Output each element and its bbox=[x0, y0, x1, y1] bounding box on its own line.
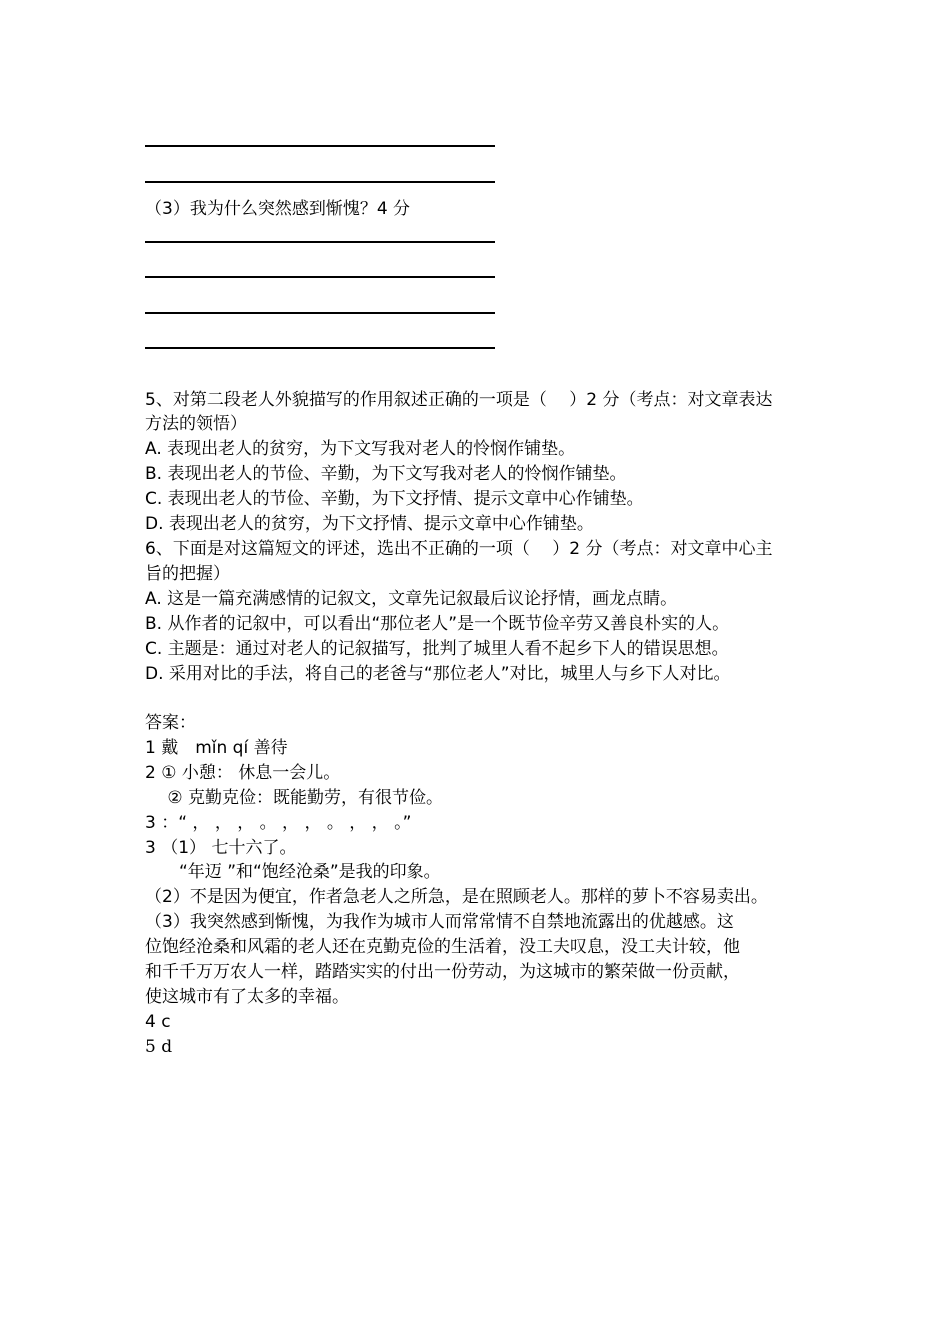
question-5-option-b: B. 表现出老人的节俭、辛勤，为下文写我对老人的怜悯作铺垫。 bbox=[145, 464, 627, 484]
question-6-option-b: B. 从作者的记叙中，可以看出“那位老人”是一个既节俭辛劳又善良朴实的人。 bbox=[145, 614, 730, 634]
question-3-prompt: （3）我为什么突然感到惭愧？4 分 bbox=[145, 199, 411, 219]
answer-blank-line bbox=[145, 276, 495, 278]
answer-blank-line bbox=[145, 347, 495, 349]
answer-line: 使这城市有了太多的幸福。 bbox=[145, 987, 349, 1007]
answer-line: ② 克勤克俭：既能勤劳，有很节俭。 bbox=[145, 788, 444, 808]
answer-blank-line bbox=[145, 181, 495, 183]
answer-blank-line bbox=[145, 145, 495, 147]
answer-line: 3 （1） 七十六了。 bbox=[145, 838, 297, 858]
question-6-option-c: C. 主题是：通过对老人的记叙描写，批判了城里人看不起乡下人的错误思想。 bbox=[145, 639, 729, 659]
question-5-option-c: C. 表现出老人的节俭、辛勤，为下文抒情、提示文章中心作铺垫。 bbox=[145, 489, 644, 509]
answer-line: （3）我突然感到惭愧，为我作为城市人而常常情不自禁地流露出的优越感。这 bbox=[145, 912, 734, 932]
answer-line: 和千千万万农人一样，踏踏实实的付出一份劳动，为这城市的繁荣做一份贡献， bbox=[145, 962, 740, 982]
answer-line: 5 d bbox=[145, 1037, 173, 1057]
answer-blank-line bbox=[145, 241, 495, 243]
question-6-option-d: D. 采用对比的手法，将自己的老爸与“那位老人”对比，城里人与乡下人对比。 bbox=[145, 664, 731, 684]
answer-line: 3 ：“ ， ， ， 。 ， ， 。 ， ， 。” bbox=[145, 813, 412, 833]
answer-line: （2）不是因为便宜，作者急老人之所急，是在照顾老人。那样的萝卜不容易卖出。 bbox=[145, 887, 768, 907]
answers-heading: 答案： bbox=[145, 713, 196, 733]
answer-line: 位饱经沧桑和风霜的老人还在克勤克俭的生活着，没工夫叹息，没工夫计较，他 bbox=[145, 937, 740, 957]
answer-blank-line bbox=[145, 312, 495, 314]
answer-line: 1 戴 mǐn qí 善待 bbox=[145, 738, 288, 758]
question-6-stem: 6、下面是对这篇短文的评述，选出不正确的一项（ ）2 分（考点：对文章中心主 bbox=[145, 539, 773, 559]
answer-line: 2 ① 小憩： 休息一会儿。 bbox=[145, 763, 341, 783]
question-6-option-a: A. 这是一篇充满感情的记叙文，文章先记叙最后议论抒情，画龙点睛。 bbox=[145, 589, 678, 609]
question-5-option-a: A. 表现出老人的贫穷，为下文写我对老人的怜悯作铺垫。 bbox=[145, 439, 576, 459]
question-5-stem: 5、对第二段老人外貌描写的作用叙述正确的一项是（ ）2 分（考点：对文章表达 bbox=[145, 390, 773, 410]
question-5-option-d: D. 表现出老人的贫穷，为下文抒情、提示文章中心作铺垫。 bbox=[145, 514, 594, 534]
question-6-stem-cont: 旨的把握） bbox=[145, 564, 230, 584]
question-5-stem-cont: 方法的领悟） bbox=[145, 414, 247, 434]
answer-line: 4 c bbox=[145, 1012, 171, 1032]
answer-line: “年迈 ”和“饱经沧桑”是我的印象。 bbox=[145, 862, 441, 882]
